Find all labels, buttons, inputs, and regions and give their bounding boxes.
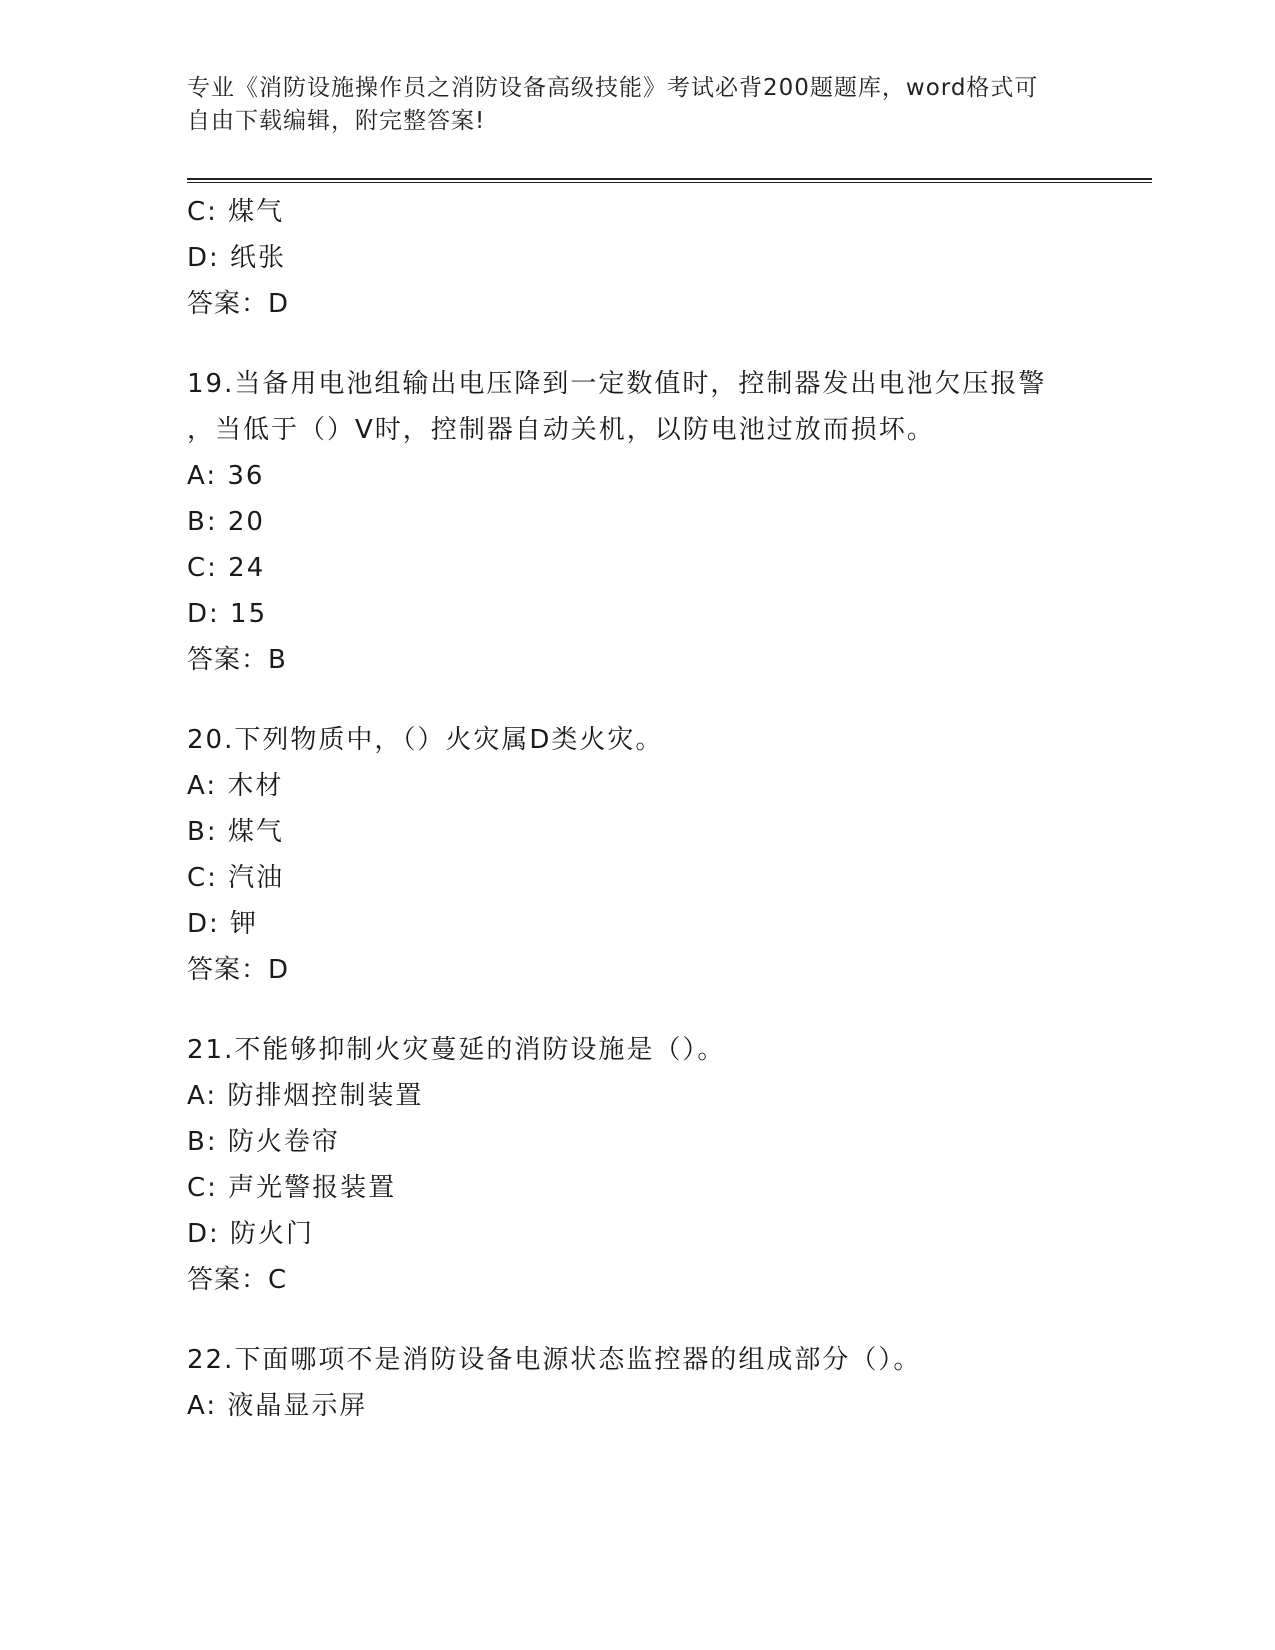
header-title-line-2: 自由下载编辑，附完整答案! <box>187 108 486 134</box>
option-c: C: 汽油 <box>187 863 285 893</box>
option-c: C: 煤气 <box>187 197 285 227</box>
option-a: A: 36 <box>187 461 265 491</box>
question-text-line-2: ，当低于（）V时，控制器自动关机，以防电池过放而损坏。 <box>187 415 935 445</box>
question-22 <box>187 1337 1087 1429</box>
question-18-continuation <box>187 189 1087 327</box>
question-text-line-1: 21.不能够抑制火灾蔓延的消防设施是（）。 <box>187 1035 726 1065</box>
spacer <box>187 327 1087 361</box>
option-b: B: 防火卷帘 <box>187 1127 340 1157</box>
question-text-line-1: 20.下列物质中，（）火灾属D类火灾。 <box>187 725 664 755</box>
answer-line: 答案：C <box>187 1265 288 1295</box>
option-d: D: 纸张 <box>187 243 287 273</box>
spacer <box>187 683 1087 717</box>
spacer <box>187 993 1087 1027</box>
option-a: A: 液晶显示屏 <box>187 1391 368 1421</box>
option-b: B: 20 <box>187 507 265 537</box>
option-d: D: 15 <box>187 599 268 629</box>
question-text-line-1: 19.当备用电池组输出电压降到一定数值时，控制器发出电池欠压报警 <box>187 369 1047 399</box>
option-a: A: 防排烟控制装置 <box>187 1081 424 1111</box>
header-divider-thin <box>187 182 1152 183</box>
answer-line: 答案：D <box>187 289 290 319</box>
option-d: D: 钾 <box>187 909 259 939</box>
option-a: A: 木材 <box>187 771 284 801</box>
header-divider-thick <box>187 178 1152 180</box>
answer-line: 答案：B <box>187 645 287 675</box>
header-title-line-1: 专业《消防设施操作员之消防设备高级技能》考试必背200题题库，word格式可 <box>187 75 1039 101</box>
question-text-line-1: 22.下面哪项不是消防设备电源状态监控器的组成部分（）。 <box>187 1345 922 1375</box>
option-b: B: 煤气 <box>187 817 284 847</box>
document-header <box>187 72 1087 138</box>
question-19 <box>187 361 1087 683</box>
option-d: D: 防火门 <box>187 1219 315 1249</box>
spacer <box>187 1303 1087 1337</box>
question-20 <box>187 717 1087 993</box>
question-content <box>187 189 1087 1429</box>
option-c: C: 24 <box>187 553 266 583</box>
option-c: C: 声光警报装置 <box>187 1173 397 1203</box>
question-21 <box>187 1027 1087 1303</box>
answer-line: 答案：D <box>187 955 290 985</box>
